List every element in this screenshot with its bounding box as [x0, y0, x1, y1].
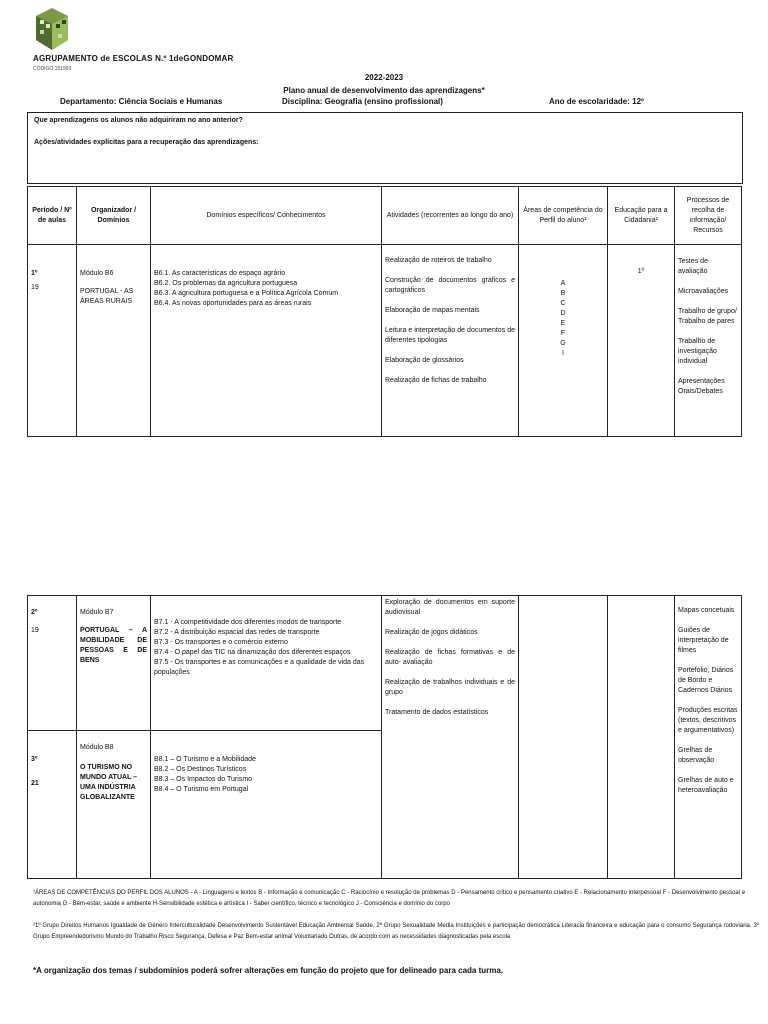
row2-process: Grelhas de auto e heteroavaliação	[678, 777, 734, 794]
row1-area: A	[560, 280, 566, 287]
row2-processes-cell	[675, 596, 742, 879]
row1-area: F	[560, 330, 566, 337]
row2-activity: Realização de jogos didáticos	[385, 629, 478, 636]
row1-areas-cell	[519, 245, 608, 437]
row3-content-item: B8.4 – O Turismo em Portugal	[154, 786, 249, 793]
row3-period-cell	[28, 731, 77, 879]
plan-table-part2	[27, 595, 742, 879]
row2-content-item: B7.3 - Os transportes e o comércio externo	[154, 639, 288, 646]
row1-content-item: B6.4. As novas oportunidades para as áreas rurais	[154, 300, 312, 307]
header-processos: Processos de recolha de informação/ Recursos	[675, 187, 742, 245]
row3-module: Módulo B8	[80, 744, 114, 751]
row1-process: Apresentações Orais/Debates	[678, 378, 725, 395]
row2-citizenship-cell	[608, 596, 675, 879]
row1-process: Trabalho de grupo/ Trabalho de pares	[678, 308, 737, 325]
row2-content-item: B7.5 - Os transportes e as comunicações e a qualidade de vida das populações	[154, 659, 365, 676]
row2-process: Mapas concetuais	[678, 607, 735, 614]
row1-area: D	[560, 310, 566, 317]
row1-period: 1º	[31, 270, 38, 277]
plan-title: Plano anual de desenvolvimento das aprendizagens*	[283, 86, 485, 95]
row2-activities-cell	[382, 596, 519, 879]
row2-module-title: PORTUGAL – A MOBILIDADE DE PESSOAS E DE BENS	[80, 627, 147, 664]
row3-content-item: B8.2 – Os Destinos Turísticos	[154, 766, 247, 773]
question-previous-learning: Que aprendizagens os alunos não adquiriram no ano anterior?	[34, 117, 243, 124]
header-periodo: Período / Nº de aulas	[28, 187, 77, 245]
row3-content-item: B8.1 – O Turismo e a Mobilidade	[154, 756, 256, 763]
footnote-competences: ¹ÁREAS DE COMPETÊNCIAS DO PERFIL DOS ALUNOS - A - Linguagens e textos B - Informação e comunicação C - Raciocínio e resolução de problemas D - Pensamento crítico e pensamento criativo E - Relacionamento interpessoal F - Desenvolvimento pessoal e autonomia G - Bem-estar, saúde e ambiente H-Sensibilidade estética e artística I - Saber científico, técnico e tecnológico J - Consciência e domínio do corpo	[33, 890, 746, 907]
discipline: Disciplina: Geografia (ensino profissional)	[282, 97, 443, 106]
row3-period: 3º	[31, 756, 38, 763]
row1-activities-cell	[382, 245, 519, 437]
row2-process: Produções escritas (textos, descritivos e argumentativos)	[678, 707, 738, 734]
plan-table-part1	[27, 186, 742, 437]
department: Departamento: Ciência Sociais e Humanas	[60, 97, 223, 106]
row2-lessons: 19	[31, 627, 39, 634]
header-atividades: Atividades (recorrentes ao longo do ano)	[382, 187, 519, 245]
row1-module: Módulo B6	[80, 270, 114, 277]
row1-module-title: PORTUGAL - AS ÁREAS RURAIS	[80, 288, 134, 305]
row1-content-item: B6.1. As características do espaço agrário	[154, 270, 286, 277]
row3-module-title: O TURISMO NO MUNDO ATUAL – UMA INDÚSTRIA GLOBALIZANTE	[80, 764, 138, 801]
row1-lessons: 19	[31, 284, 39, 291]
row2-process: Portefólio, Diários de Bordo e Cadernos Diários	[678, 667, 734, 694]
row1-activity: Elaboração de mapas mentais	[385, 307, 480, 314]
row1-activity: Realização de fichas de trabalho	[385, 377, 487, 384]
row3-module-cell	[77, 731, 151, 879]
grade: Ano de escolaridade: 12º	[549, 97, 644, 106]
row1-processes-cell	[675, 245, 742, 437]
row1-area: G	[560, 340, 566, 347]
row1-content-item: B6.2. Os problemas da agricultura portuguesa	[154, 280, 298, 287]
row2-content-item: B7.2 - A distribuição espacial das redes de transporte	[154, 629, 320, 636]
row1-process: Trabalho de investigação individual	[678, 338, 717, 365]
row2-activity: Realização de fichas formativas e de auto- avaliação	[385, 649, 515, 666]
row1-activity: Elaboração de glossários	[385, 357, 464, 364]
row2-activity: Realização de trabalhos individuais e de grupo	[385, 679, 515, 696]
row1-contents-cell	[151, 245, 382, 437]
footnote-citizenship: ²1º Grupo Direitos Humanos Igualdade de Género Interculturalidade Desenvolvimento Sustentável Educação Ambiental Saúde. 2º Grupo Sexualidade Media Instituições e participação democrática Literacia financeira e educação para o consumo Segurança rodoviária. 3º Grupo Empreendedorismo Mundo do Trabalho Risco Segurança, Defesa e Paz Bem-estar animal Voluntariado Outras, de acordo com as necessidades diagnosticadas pela escola	[33, 923, 759, 940]
school-name: AGRUPAMENTO de ESCOLAS N.º 1deGONDOMAR	[33, 54, 234, 63]
row3-contents-cell	[151, 731, 382, 879]
header-cidadania: Educação para a Cidadania²	[608, 187, 675, 245]
row2-content-item: B7.4 - O papel das TIC na dinamização dos diferentes espaços	[154, 649, 351, 656]
row2-process: Guiões de interpretação de filmes	[678, 627, 729, 654]
row2-period: 2º	[31, 609, 38, 616]
row1-area: E	[560, 320, 566, 327]
question-recovery-actions: Ações/atividades explícitas para a recuperação das aprendizagens:	[34, 139, 259, 146]
row2-module: Módulo B7	[80, 609, 114, 616]
row1-activity: Construção de documentos gráficos e cartográficos	[385, 277, 515, 294]
row1-area: C	[560, 300, 566, 307]
row2-period-cell	[28, 596, 77, 731]
row2-process: Grelhas de observação	[678, 747, 715, 764]
header-areas: Áreas de competência do Perfil do aluno¹	[519, 187, 608, 245]
header-organizador: Organizador / Domínios	[77, 187, 151, 245]
school-logo-icon	[32, 6, 72, 52]
row1-process: Microavaliações	[678, 288, 729, 295]
row2-contents-cell	[151, 596, 382, 731]
row1-activity: Leitura e interpretação de documentos de diferentes tipologias	[385, 327, 515, 344]
row2-module-cell	[77, 596, 151, 731]
row1-period-cell	[28, 245, 77, 437]
row1-process: Testes de avaliação	[678, 258, 708, 275]
row2-activity: Exploração de documentos em suporte audiovisual	[385, 599, 515, 616]
row1-activity: Realização de roteiros de trabalho	[385, 257, 492, 264]
footnote-organization: *A organização dos temas / subdomínios poderá sofrer alterações em função do projeto que for delineado para cada turma.	[33, 966, 504, 975]
row1-module-cell	[77, 245, 151, 437]
row1-area: B	[560, 290, 566, 297]
row3-lessons: 21	[31, 780, 39, 787]
row1-citizenship-cell	[608, 245, 675, 437]
row1-citizenship: 1º	[637, 268, 645, 275]
row2-activity: Tratamento de dados estatísticos	[385, 709, 489, 716]
row1-area: I	[562, 350, 564, 357]
header-dominios: Domínios específicos/ Conhecimentos	[151, 187, 382, 245]
row3-content-item: B8.3 – Os Impactos do Turismo	[154, 776, 253, 783]
school-year: 2022-2023	[364, 73, 404, 82]
row2-content-item: B7.1 - A competitividade dos diferentes modos de transporte	[154, 619, 342, 626]
school-code: CÓDIGO 151993	[33, 66, 72, 72]
row1-content-item: B6.3. A agricultura portuguesa e a Política Agrícola Comum	[154, 290, 339, 297]
row2-areas-cell	[519, 596, 608, 879]
